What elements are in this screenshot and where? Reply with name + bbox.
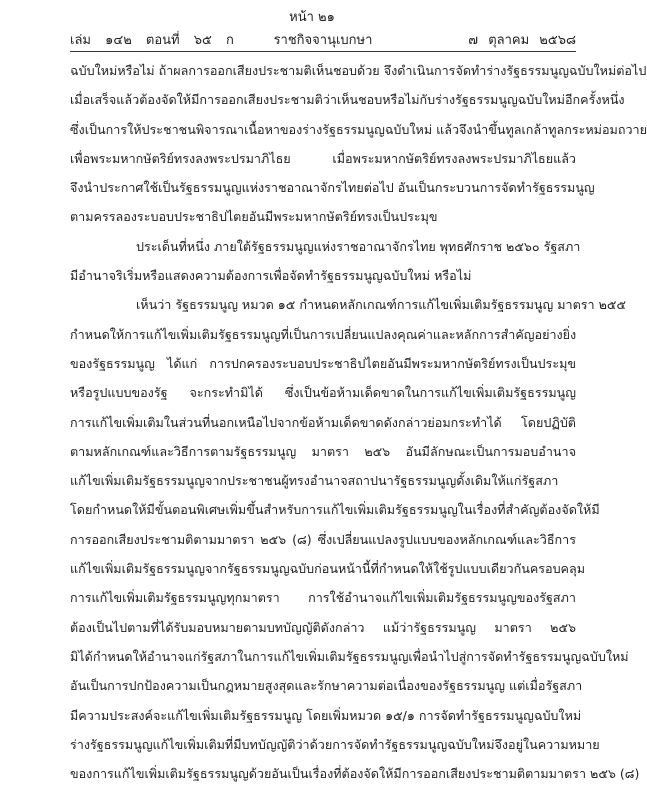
text-line: การแก้ไขเพิ่มเติมรัฐธรรมนูญทุกมาตรา การใช้อำนาจแก้ไขเพิ่มเติมรัฐธรรมนูญของรัฐสภา [70, 590, 576, 606]
text-line: เพื่อพระมหากษัตริย์ทรงลงพระปรมาภิไธย เมื่อพระมหากษัตริย์ทรงลงพระปรมาภิไธยแล้ว [70, 150, 576, 166]
text-line: ร่างรัฐธรรมนูญแก้ไขเพิ่มเติมที่มีบทบัญญัติว่าด้วยการจัดทำรัฐธรรมนูญฉบับใหม่จึงอยู่ในความหมาย [70, 736, 600, 752]
text-line: ของการแก้ไขเพิ่มเติมรัฐธรรมนูญด้วยอันเป็นเรื่องที่ต้องจัดให้มีการออกเสียงประชามติตามมาตรา ๒๕๖ (๘) [70, 766, 640, 782]
header-divider [70, 51, 576, 52]
document-body [70, 60, 647, 792]
text-line: ของรัฐธรรมนูญ ได้แก่ การปกครองระบอบประชาธิปไตยอันมีพระมหากษัตริย์ทรงเป็นประมุข [70, 355, 576, 371]
gazette-header [70, 29, 576, 47]
publication-date: ๗ ตุลาคม ๒๕๖๘ [468, 33, 576, 48]
text-line: มิได้กำหนดให้อำนาจแก่รัฐสภาในการแก้ไขเพิ่มเติมรัฐธรรมนูญเพื่อนำไปสู่การจัดทำรัฐธรรมนูญฉบับใหม่ [70, 648, 629, 664]
page-number: หน้า ๒๑ [289, 10, 335, 25]
text-line: ต้องเป็นไปตามที่ได้รับมอบหมายตามบทบัญญัติดังกล่าว แม้ว่ารัฐธรรมนูญ มาตรา ๒๕๖ [70, 619, 576, 635]
text-line: เมื่อเสร็จแล้วต้องจัดให้มีการออกเสียงประชามติว่าเห็นชอบหรือไม่กับร่างรัฐธรรมนูญฉบับใหม่อีกครั้งหนึ่ง [70, 92, 625, 108]
text-line: หรือรูปแบบของรัฐ จะกระทำมิได้ ซึ่งเป็นข้อห้ามเด็ดขาดในการแก้ไขเพิ่มเติมรัฐธรรมนูญ [70, 385, 576, 401]
text-line: แก้ไขเพิ่มเติมรัฐธรรมนูญจากประชาชนผู้ทรงอำนาจสถาปนารัฐธรรมนูญดั้งเดิมให้แก่รัฐสภา [70, 473, 559, 489]
text-line: ซึ่งเป็นการให้ประชาชนพิจารณาเนื้อหาของร่างรัฐธรรมนูญฉบับใหม่ แล้วจึงนำขึ้นทูลเกล้าทูลกระหม่อมถวาย [70, 121, 647, 137]
text-line: แก้ไขเพิ่มเติมรัฐธรรมนูญจากรัฐธรรมนูญฉบับก่อนหน้านี้ที่กำหนดให้ใช้รูปแบบเดียวกันครอบคลุม [70, 561, 586, 577]
volume-issue: เล่ม ๑๔๒ ตอนที่ ๖๕ ก [70, 33, 234, 48]
text-line: เห็นว่า รัฐธรรมนูญ หมวด ๑๕ กำหนดหลักเกณฑ์การแก้ไขเพิ่มเติมรัฐธรรมนูญ มาตรา ๒๕๕ [136, 297, 626, 313]
issue-heading-line: ประเด็นที่หนึ่ง ภายใต้รัฐธรรมนูญแห่งราชอาณาจักรไทย พุทธศักราช ๒๕๖๐ รัฐสภา [136, 238, 581, 254]
text-line: ตามหลักเกณฑ์และวิธีการตามรัฐธรรมนูญ มาตรา ๒๕๖ อันมีลักษณะเป็นการมอบอำนาจ [70, 443, 576, 459]
text-line: โดยกำหนดให้มีขั้นตอนพิเศษเพิ่มขึ้นสำหรับการแก้ไขเพิ่มเติมรัฐธรรมนูญในเรื่องที่สำคัญต้องจัดให้มี [70, 502, 600, 518]
text-line: มีความประสงค์จะแก้ไขเพิ่มเติมรัฐธรรมนูญ โดยเพิ่มหมวด ๑๕/๑ การจัดทำรัฐธรรมนูญฉบับใหม่ [70, 707, 582, 723]
text-line: จึงนำประกาศใช้เป็นรัฐธรรมนูญแห่งราชอาณาจักรไทยต่อไป อันเป็นกระบวนการจัดทำรัฐธรรมนูญ [70, 180, 595, 196]
text-line: ฉบับใหม่หรือไม่ ถ้าผลการออกเสียงประชามติเห็นชอบด้วย จึงดำเนินการจัดทำร่างรัฐธรรมนูญฉบับใหม่ต่อไป [70, 63, 647, 78]
text-line: อันเป็นการปกป้องความเป็นกฎหมายสูงสุดและรักษาความต่อเนื่องของรัฐธรรมนูญ แต่เมื่อรัฐสภา [70, 678, 583, 694]
publication-title: ราชกิจจานุเบกษา [273, 33, 373, 48]
issue-heading-line: มีอำนาจริเริ่มหรือแสดงความต้องการเพื่อจัดทำรัฐธรรมนูญฉบับใหม่ หรือไม่ [70, 268, 472, 284]
text-line: กำหนดให้การแก้ไขเพิ่มเติมรัฐธรรมนูญที่เป็นการเปลี่ยนแปลงคุณค่าและหลักการสำคัญอย่างยิ่ง [70, 326, 577, 342]
text-line: การออกเสียงประชามติตามมาตรา ๒๕๖ (๘) ซึ่งเปลี่ยนแปลงรูปแบบของหลักเกณฑ์และวิธีการ [70, 531, 576, 547]
text-line: ตามครรลองระบอบประชาธิปไตยอันมีพระมหากษัตริย์ทรงเป็นประมุข [70, 209, 438, 225]
text-line: การแก้ไขเพิ่มเติมในส่วนที่นอกเหนือไปจากข้อห้ามเด็ดขาดดังกล่าวย่อมกระทำได้ โดยปฏิบัติ [70, 414, 576, 430]
